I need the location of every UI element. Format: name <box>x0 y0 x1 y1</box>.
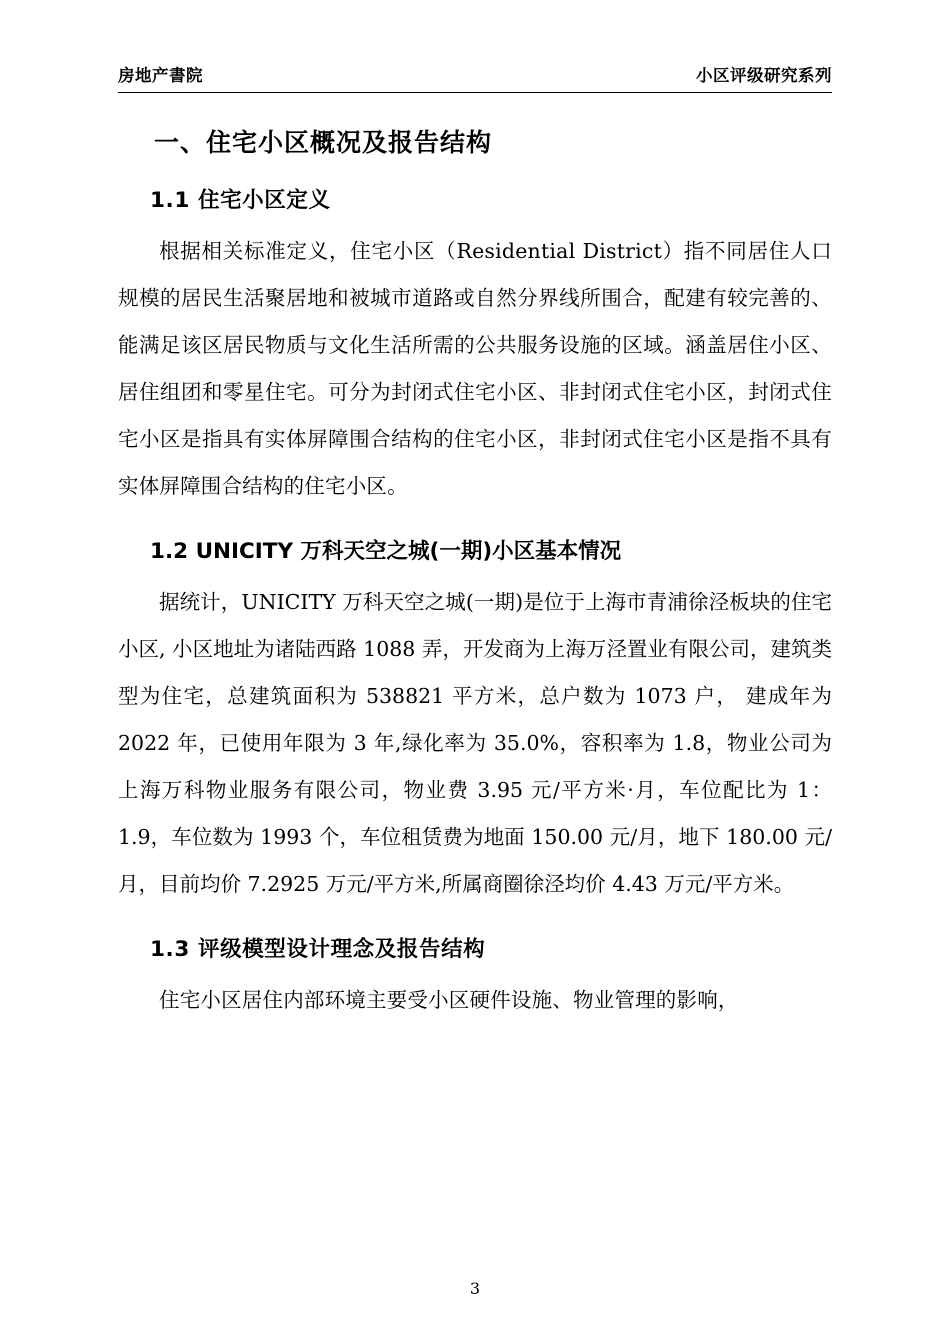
paragraph-1-3: 住宅小区居住内部环境主要受小区硬件设施、物业管理的影响， <box>159 988 739 1012</box>
page-footer <box>0 1279 950 1298</box>
paragraph-1-1: 根据相关标准定义，住宅小区（Residential District）指不同居住人口规模的居民生活聚居地和被城市道路或自然分界线所围合，配建有较完善的、能满足该区居民物质与文化生活所需的公共服务设施的区域。涵盖居住小区、居住组团和零星住宅。可分为封闭式住宅小区、非封闭式住宅小区，封闭式住宅小区是指具有实体屏障围合结构的住宅小区，非封闭式住宅小区是指不具有实体屏障围合结构的住宅小区。 <box>118 239 832 498</box>
subsection-heading-1-3: 1.3 评级模型设计理念及报告结构 <box>150 937 486 962</box>
page-number: 3 <box>469 1279 481 1298</box>
paragraph-1-2: 据统计，UNICITY 万科天空之城(一期)是位于上海市青浦徐泾板块的住宅小区, 小区地址为诸陆西路 1088 弄，开发商为上海万泾置业有限公司，建筑类型为住宅，总建筑面积为 538821 平方米，总户数为 1073 户， 建成年为 2022 年，已使用年限为 3 年,绿化率为 35.0%，容积率为 1.8，物业公司为上海万科物业服务有限公司，物业费 3.95 元/平方米·月，车位配比为 1：1.9，车位数为 1993 个，车位租赁费为地面 150.00 元/月，地下 180.00 元/月，目前均价 7.2925 万元/平方米,所属商圈徐泾均价 4.43 万元/平方米。 <box>118 590 832 896</box>
subsection-heading-1-2: 1.2 UNICITY 万科天空之城(一期)小区基本情况 <box>150 539 622 564</box>
page-header <box>118 62 832 90</box>
header-right-text: 小区评级研究系列 <box>696 66 832 85</box>
subsection-heading-1-1: 1.1 住宅小区定义 <box>150 188 331 213</box>
section-heading-1: 一、住宅小区概况及报告结构 <box>154 128 493 157</box>
header-divider <box>118 92 832 93</box>
header-left-text: 房地产書院 <box>118 66 203 85</box>
